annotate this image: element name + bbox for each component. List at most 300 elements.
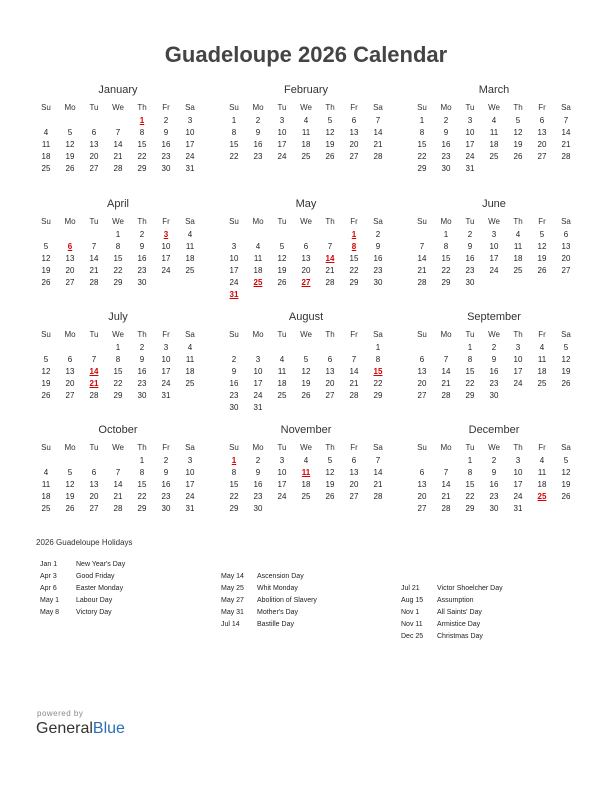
day-cell: 4	[43, 468, 49, 477]
day-cell: 4	[279, 355, 285, 364]
day-cell: 28	[89, 391, 99, 400]
day-cell: 24	[161, 379, 171, 388]
weekday-header: Sa	[561, 443, 571, 452]
holiday-day-cell: 11	[301, 468, 311, 477]
day-cell: 23	[161, 152, 171, 161]
holiday-name: Assumption	[437, 597, 474, 604]
day-cell: 6	[351, 116, 357, 125]
day-cell: 11	[253, 254, 263, 263]
day-cell: 19	[513, 140, 523, 149]
day-cell: 7	[375, 456, 381, 465]
day-cell: 23	[489, 379, 499, 388]
weekday-header: We	[112, 217, 124, 226]
day-cell: 10	[513, 355, 523, 364]
day-cell: 4	[303, 456, 309, 465]
holiday-name: Armistice Day	[437, 621, 481, 628]
weekday-header: Th	[325, 443, 335, 452]
day-cell: 22	[229, 152, 239, 161]
holiday-name: New Year's Day	[76, 561, 126, 568]
weekday-header: Su	[229, 443, 239, 452]
day-cell: 17	[161, 254, 171, 263]
day-cell: 8	[231, 128, 237, 137]
day-cell: 17	[513, 480, 523, 489]
day-cell: 31	[513, 504, 523, 513]
empty-day-cell	[154, 277, 178, 289]
week-row	[410, 277, 578, 289]
month-name: January	[98, 84, 138, 96]
weekday-header: Th	[513, 103, 523, 112]
week-row	[222, 354, 390, 366]
day-cell: 3	[187, 456, 193, 465]
day-cell: 7	[375, 116, 381, 125]
empty-day-cell	[294, 402, 318, 414]
empty-day-cell	[178, 277, 202, 289]
day-cell: 26	[325, 152, 335, 161]
day-cell: 9	[255, 468, 261, 477]
day-cell: 18	[537, 480, 547, 489]
holiday-item	[40, 559, 210, 571]
day-cell: 6	[351, 456, 357, 465]
day-cell: 9	[163, 128, 169, 137]
holiday-item	[221, 595, 391, 607]
day-cell: 26	[65, 504, 75, 513]
holiday-column	[401, 583, 571, 643]
holiday-item	[40, 583, 210, 595]
day-cell: 13	[89, 480, 99, 489]
holiday-item	[401, 595, 571, 607]
day-cell: 2	[491, 343, 497, 352]
week-row	[410, 265, 578, 277]
empty-day-cell	[342, 503, 366, 515]
day-cell: 23	[489, 492, 499, 501]
empty-day-cell	[34, 455, 58, 467]
empty-day-cell	[342, 289, 366, 301]
day-cell: 3	[255, 355, 261, 364]
holiday-day-cell: 25	[253, 278, 263, 287]
day-cell: 15	[417, 140, 427, 149]
empty-day-cell	[554, 163, 578, 175]
week-row	[410, 354, 578, 366]
holiday-date: Jul 14	[221, 621, 240, 628]
day-cell: 10	[185, 468, 195, 477]
day-cell: 9	[139, 242, 145, 251]
empty-day-cell	[82, 342, 106, 354]
day-cell: 7	[563, 116, 569, 125]
day-cell: 17	[489, 254, 499, 263]
day-cell: 5	[327, 116, 333, 125]
day-cell: 29	[113, 391, 123, 400]
day-cell: 25	[301, 152, 311, 161]
month-table	[34, 328, 202, 402]
day-cell: 13	[537, 128, 547, 137]
day-cell: 24	[253, 391, 263, 400]
day-cell: 19	[561, 480, 571, 489]
holiday-date: May 14	[221, 573, 244, 580]
week-row	[34, 277, 202, 289]
weekday-header: Fr	[538, 217, 546, 226]
day-cell: 4	[255, 242, 261, 251]
holiday-name: Victory Day	[76, 609, 112, 616]
day-cell: 23	[137, 379, 147, 388]
holidays-title: 2026 Guadeloupe Holidays	[36, 538, 133, 547]
month-table	[222, 441, 390, 515]
day-cell: 20	[537, 140, 547, 149]
day-cell: 30	[489, 391, 499, 400]
day-cell: 7	[115, 468, 121, 477]
weekday-header: Tu	[277, 103, 287, 112]
weekday-header: Mo	[252, 103, 264, 112]
day-cell: 16	[489, 480, 499, 489]
day-cell: 16	[253, 480, 263, 489]
empty-day-cell	[342, 342, 366, 354]
holiday-name: Victor Shoelcher Day	[437, 585, 503, 592]
week-row	[34, 354, 202, 366]
holiday-item	[221, 607, 391, 619]
day-cell: 24	[513, 492, 523, 501]
day-cell: 21	[113, 152, 123, 161]
day-cell: 24	[489, 266, 499, 275]
week-row	[410, 139, 578, 151]
holiday-day-cell: 14	[89, 367, 99, 376]
weekday-header: Sa	[185, 330, 195, 339]
day-cell: 6	[419, 468, 425, 477]
day-cell: 5	[539, 230, 545, 239]
holiday-day-cell: 1	[351, 230, 357, 239]
weekday-header: Tu	[277, 217, 287, 226]
day-cell: 16	[137, 254, 147, 263]
weekday-header: We	[488, 330, 500, 339]
day-cell: 9	[163, 468, 169, 477]
weekday-header: Th	[137, 103, 147, 112]
weekday-header: Mo	[252, 330, 264, 339]
empty-day-cell	[270, 503, 294, 515]
week-row	[34, 390, 202, 402]
day-cell: 17	[185, 140, 195, 149]
month-name: July	[108, 311, 128, 323]
week-row	[222, 342, 390, 354]
day-cell: 18	[513, 254, 523, 263]
day-cell: 7	[443, 468, 449, 477]
weekday-header: Su	[229, 330, 239, 339]
day-cell: 31	[253, 403, 263, 412]
day-cell: 26	[301, 391, 311, 400]
day-cell: 10	[277, 468, 287, 477]
weekday-header: Mo	[64, 103, 76, 112]
week-row	[410, 253, 578, 265]
day-cell: 28	[561, 152, 571, 161]
day-cell: 19	[41, 266, 51, 275]
day-cell: 10	[277, 128, 287, 137]
day-cell: 18	[253, 266, 263, 275]
week-row	[34, 366, 202, 378]
day-cell: 7	[443, 355, 449, 364]
day-cell: 30	[373, 278, 383, 287]
month-name: March	[478, 84, 510, 96]
month-september	[410, 310, 578, 402]
weekday-header: Sa	[185, 103, 195, 112]
day-cell: 20	[417, 379, 427, 388]
day-cell: 20	[89, 492, 99, 501]
day-cell: 11	[41, 140, 51, 149]
day-cell: 20	[325, 379, 335, 388]
day-cell: 10	[513, 468, 523, 477]
day-cell: 12	[277, 254, 287, 263]
day-cell: 2	[375, 230, 381, 239]
day-cell: 23	[465, 266, 475, 275]
day-cell: 18	[185, 254, 195, 263]
month-november	[222, 423, 390, 515]
weekday-header: Sa	[373, 217, 383, 226]
empty-day-cell	[246, 229, 270, 241]
day-cell: 18	[489, 140, 499, 149]
day-cell: 28	[325, 278, 335, 287]
month-name: February	[283, 84, 329, 96]
weekday-header: Sa	[373, 443, 383, 452]
day-cell: 19	[325, 140, 335, 149]
day-cell: 21	[441, 492, 451, 501]
day-cell: 26	[41, 391, 51, 400]
day-cell: 19	[561, 367, 571, 376]
day-cell: 29	[137, 504, 147, 513]
day-cell: 26	[561, 492, 571, 501]
day-cell: 23	[229, 391, 239, 400]
week-row	[34, 479, 202, 491]
holiday-date: Nov 1	[401, 609, 420, 616]
holiday-date: Dec 25	[401, 633, 424, 640]
empty-day-cell	[434, 455, 458, 467]
day-cell: 5	[563, 456, 569, 465]
month-name: June	[482, 198, 506, 210]
day-cell: 1	[375, 343, 381, 352]
day-cell: 20	[89, 152, 99, 161]
weekday-header: Sa	[561, 103, 571, 112]
holiday-day-cell: 3	[163, 230, 169, 239]
weekday-header: We	[488, 103, 500, 112]
day-cell: 2	[443, 116, 449, 125]
day-cell: 1	[443, 230, 449, 239]
day-cell: 30	[161, 164, 171, 173]
weekday-header: Fr	[162, 330, 170, 339]
day-cell: 21	[561, 140, 571, 149]
empty-day-cell	[434, 342, 458, 354]
day-cell: 27	[65, 391, 75, 400]
weekday-header: We	[112, 103, 124, 112]
day-cell: 11	[537, 468, 547, 477]
generalblue-logo[interactable]	[36, 720, 125, 738]
day-cell: 5	[67, 468, 73, 477]
day-cell: 14	[89, 254, 99, 263]
empty-day-cell	[554, 503, 578, 515]
day-cell: 26	[537, 266, 547, 275]
holiday-day-cell: 31	[229, 290, 239, 299]
page-title: Guadeloupe 2026 Calendar	[164, 42, 448, 67]
holiday-item	[40, 607, 210, 619]
day-cell: 29	[465, 504, 475, 513]
day-cell: 3	[163, 343, 169, 352]
holiday-day-cell: 1	[139, 116, 145, 125]
day-cell: 8	[115, 355, 121, 364]
weekday-header: We	[488, 217, 500, 226]
weekday-header: Tu	[89, 443, 99, 452]
day-cell: 10	[489, 242, 499, 251]
empty-day-cell	[506, 277, 530, 289]
empty-day-cell	[58, 229, 82, 241]
week-row	[410, 491, 578, 503]
day-cell: 6	[563, 230, 569, 239]
month-table	[222, 215, 390, 301]
day-cell: 16	[229, 379, 239, 388]
empty-day-cell	[106, 115, 130, 127]
day-cell: 16	[441, 140, 451, 149]
month-table	[410, 328, 578, 402]
week-row	[222, 229, 390, 241]
empty-day-cell	[318, 342, 342, 354]
holiday-date: May 8	[40, 609, 60, 616]
day-cell: 12	[561, 355, 571, 364]
day-cell: 22	[229, 492, 239, 501]
holiday-day-cell: 14	[325, 254, 335, 263]
day-cell: 16	[161, 480, 171, 489]
day-cell: 14	[113, 480, 123, 489]
day-cell: 24	[185, 152, 195, 161]
week-row	[34, 241, 202, 253]
day-cell: 21	[417, 266, 427, 275]
empty-day-cell	[506, 390, 530, 402]
holiday-item	[401, 583, 571, 595]
week-row	[410, 127, 578, 139]
day-cell: 1	[115, 230, 121, 239]
day-cell: 26	[325, 492, 335, 501]
weekday-header: Th	[325, 217, 335, 226]
day-cell: 1	[115, 343, 121, 352]
day-cell: 24	[513, 379, 523, 388]
day-cell: 23	[253, 492, 263, 501]
holiday-name: Mother's Day	[257, 609, 299, 616]
empty-day-cell	[58, 115, 82, 127]
day-cell: 26	[65, 164, 75, 173]
day-cell: 13	[301, 254, 311, 263]
day-cell: 25	[537, 379, 547, 388]
month-july	[34, 310, 202, 402]
day-cell: 28	[89, 278, 99, 287]
day-cell: 25	[513, 266, 523, 275]
day-cell: 15	[441, 254, 451, 263]
day-cell: 6	[303, 242, 309, 251]
weekday-header: We	[300, 330, 312, 339]
day-cell: 27	[417, 504, 427, 513]
day-cell: 14	[349, 367, 359, 376]
day-cell: 21	[349, 379, 359, 388]
weekday-header: Tu	[465, 443, 475, 452]
day-cell: 20	[417, 492, 427, 501]
day-cell: 29	[417, 164, 427, 173]
week-row	[34, 139, 202, 151]
week-row	[410, 241, 578, 253]
week-row	[222, 289, 390, 301]
weekday-header: Su	[41, 103, 51, 112]
holiday-name: Ascension Day	[257, 573, 304, 580]
day-cell: 4	[539, 456, 545, 465]
empty-day-cell	[294, 289, 318, 301]
day-cell: 22	[137, 152, 147, 161]
day-cell: 4	[515, 230, 521, 239]
month-name: September	[467, 311, 521, 323]
week-row	[222, 378, 390, 390]
day-cell: 8	[467, 355, 473, 364]
month-june	[410, 197, 578, 289]
day-cell: 5	[43, 355, 49, 364]
day-cell: 28	[441, 391, 451, 400]
weekday-header: Su	[41, 443, 51, 452]
weekday-header: Mo	[252, 217, 264, 226]
month-august	[222, 310, 390, 414]
day-cell: 17	[253, 379, 263, 388]
day-cell: 5	[67, 128, 73, 137]
day-cell: 31	[465, 164, 475, 173]
month-january	[34, 83, 202, 175]
day-cell: 11	[185, 355, 195, 364]
week-row	[410, 163, 578, 175]
holiday-date: May 31	[221, 609, 244, 616]
month-table	[34, 441, 202, 515]
empty-day-cell	[318, 229, 342, 241]
weekday-header: Mo	[252, 443, 264, 452]
day-cell: 15	[349, 254, 359, 263]
weekday-header: Th	[513, 217, 523, 226]
holiday-date: Jan 1	[40, 561, 58, 568]
empty-day-cell	[82, 229, 106, 241]
day-cell: 8	[139, 128, 145, 137]
day-cell: 31	[185, 164, 195, 173]
day-cell: 29	[137, 164, 147, 173]
day-cell: 15	[113, 367, 123, 376]
day-cell: 18	[41, 152, 51, 161]
weekday-header: Fr	[350, 103, 358, 112]
holiday-day-cell: 27	[301, 278, 311, 287]
day-cell: 6	[327, 355, 333, 364]
week-row	[222, 503, 390, 515]
day-cell: 6	[67, 355, 73, 364]
day-cell: 25	[41, 504, 51, 513]
day-cell: 16	[137, 367, 147, 376]
day-cell: 17	[161, 367, 171, 376]
day-cell: 3	[279, 456, 285, 465]
day-cell: 28	[417, 278, 427, 287]
day-cell: 13	[417, 367, 427, 376]
week-row	[34, 127, 202, 139]
day-cell: 2	[255, 116, 261, 125]
day-cell: 3	[515, 343, 521, 352]
day-cell: 2	[255, 456, 261, 465]
day-cell: 28	[113, 164, 123, 173]
day-cell: 10	[185, 128, 195, 137]
month-december	[410, 423, 578, 515]
week-row	[410, 378, 578, 390]
weekday-header: Fr	[538, 443, 546, 452]
day-cell: 14	[373, 468, 383, 477]
empty-day-cell	[34, 229, 58, 241]
day-cell: 11	[537, 355, 547, 364]
week-row	[410, 467, 578, 479]
empty-day-cell	[554, 277, 578, 289]
day-cell: 23	[441, 152, 451, 161]
holiday-item	[221, 583, 391, 595]
empty-day-cell	[410, 342, 434, 354]
empty-day-cell	[482, 277, 506, 289]
day-cell: 10	[229, 254, 239, 263]
day-cell: 23	[253, 152, 263, 161]
weekday-header: Th	[513, 330, 523, 339]
